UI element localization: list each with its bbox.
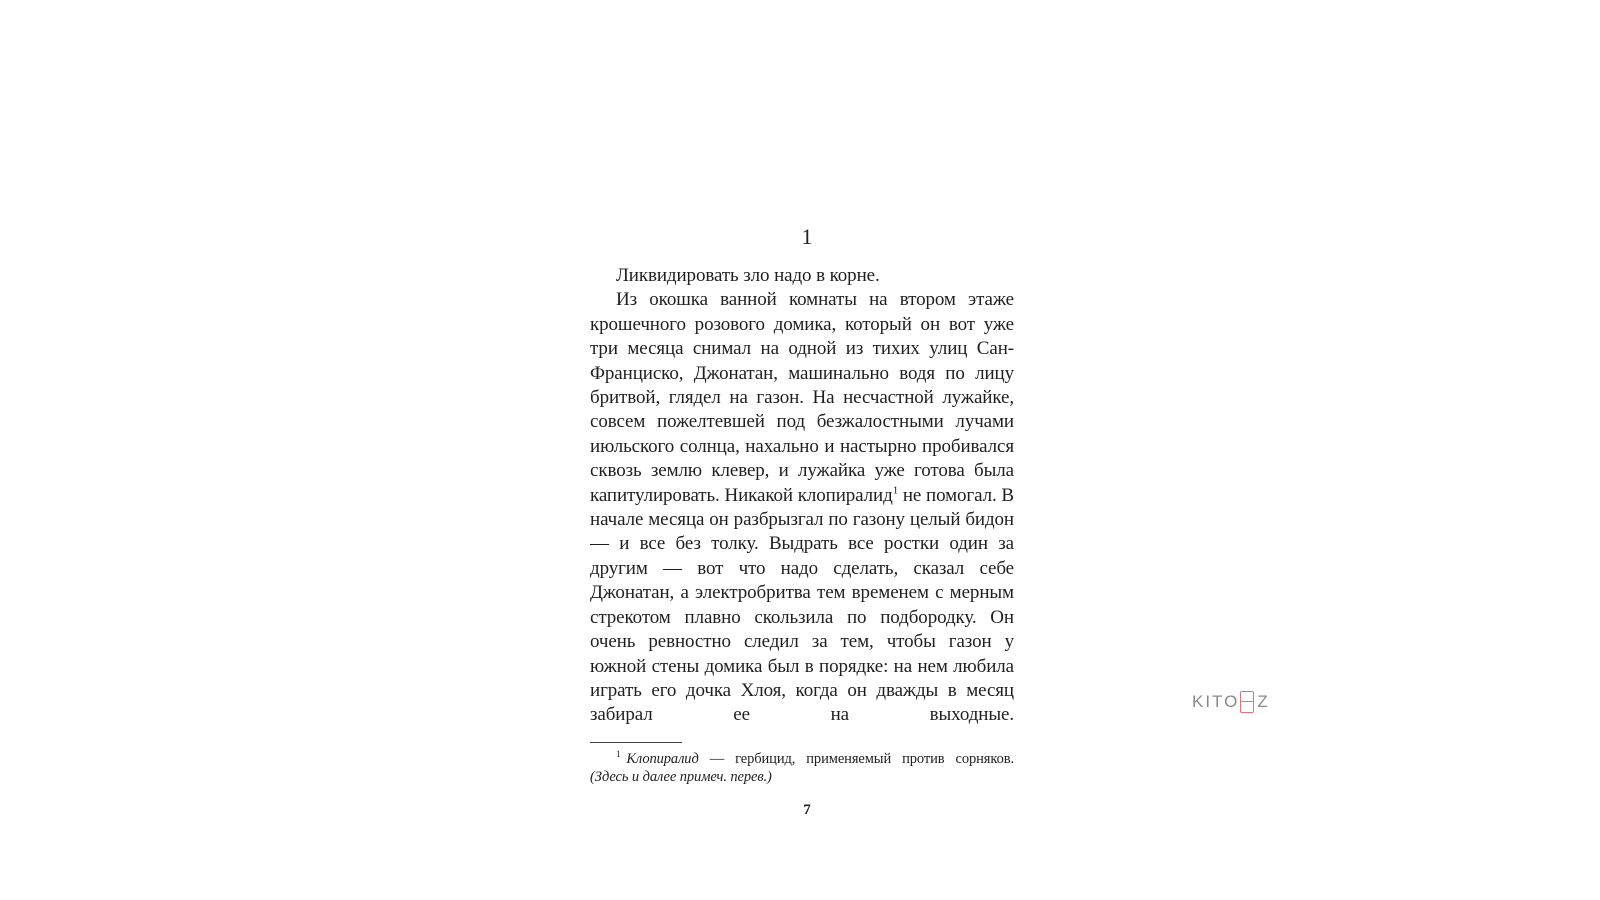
- footnote: [590, 750, 1014, 786]
- footnote-marker: 1: [616, 748, 621, 759]
- body-text: [590, 264, 1014, 728]
- watermark-logo: [1192, 691, 1270, 713]
- watermark-text-left: KITO: [1192, 692, 1240, 711]
- footnote-ref[interactable]: 1: [892, 484, 899, 497]
- book-box-icon: [1240, 691, 1254, 713]
- paragraph-2-text-a: Из окошка ванной комнаты на втором этаже крошечного розового домика, который он вот уже три месяца снимал на одной из тихих улиц Сан-Франциско, Джонатан, машинально водя по лицу бритвой, глядел на газон. На несчастной лужайке, совсем пожелтевшей под безжалостными лучами июльского солнца, нахально и настырно пробивался сквозь землю клевер, и лужайка уже готова была капитулировать. Никакой клопиралид: [590, 289, 1014, 506]
- footnote-note: (Здесь и далее примеч. перев.): [590, 768, 772, 785]
- paragraph-2-text-b: не помогал. В начале месяца он разбрызгал по газону целый бидон — и все без толку. Выдрать все ростки один за другим — вот что надо сделать, сказал себе Джонатан, а электробритва тем временем с мерным стрекотом плавно скользила по подбородку. Он очень ревностно следил за тем, чтобы газон у южной стены домика был в порядке: на нем любила играть его дочка Хлоя, когда он дважды в месяц забирал ее на выходные.: [590, 484, 1014, 726]
- page-number: 7: [803, 801, 811, 818]
- book-page: [590, 222, 1014, 819]
- footnote-divider: [590, 742, 682, 743]
- paragraph-2: [590, 288, 1014, 727]
- paragraph-1: Ликвидировать зло надо в корне.: [616, 265, 880, 286]
- watermark-text-right: Z: [1257, 692, 1270, 711]
- footnote-term: Клопиралид: [626, 750, 699, 767]
- footnote-text: — гербицид, применяемый против сорняков.: [698, 750, 1014, 767]
- chapter-number: 1: [801, 224, 813, 249]
